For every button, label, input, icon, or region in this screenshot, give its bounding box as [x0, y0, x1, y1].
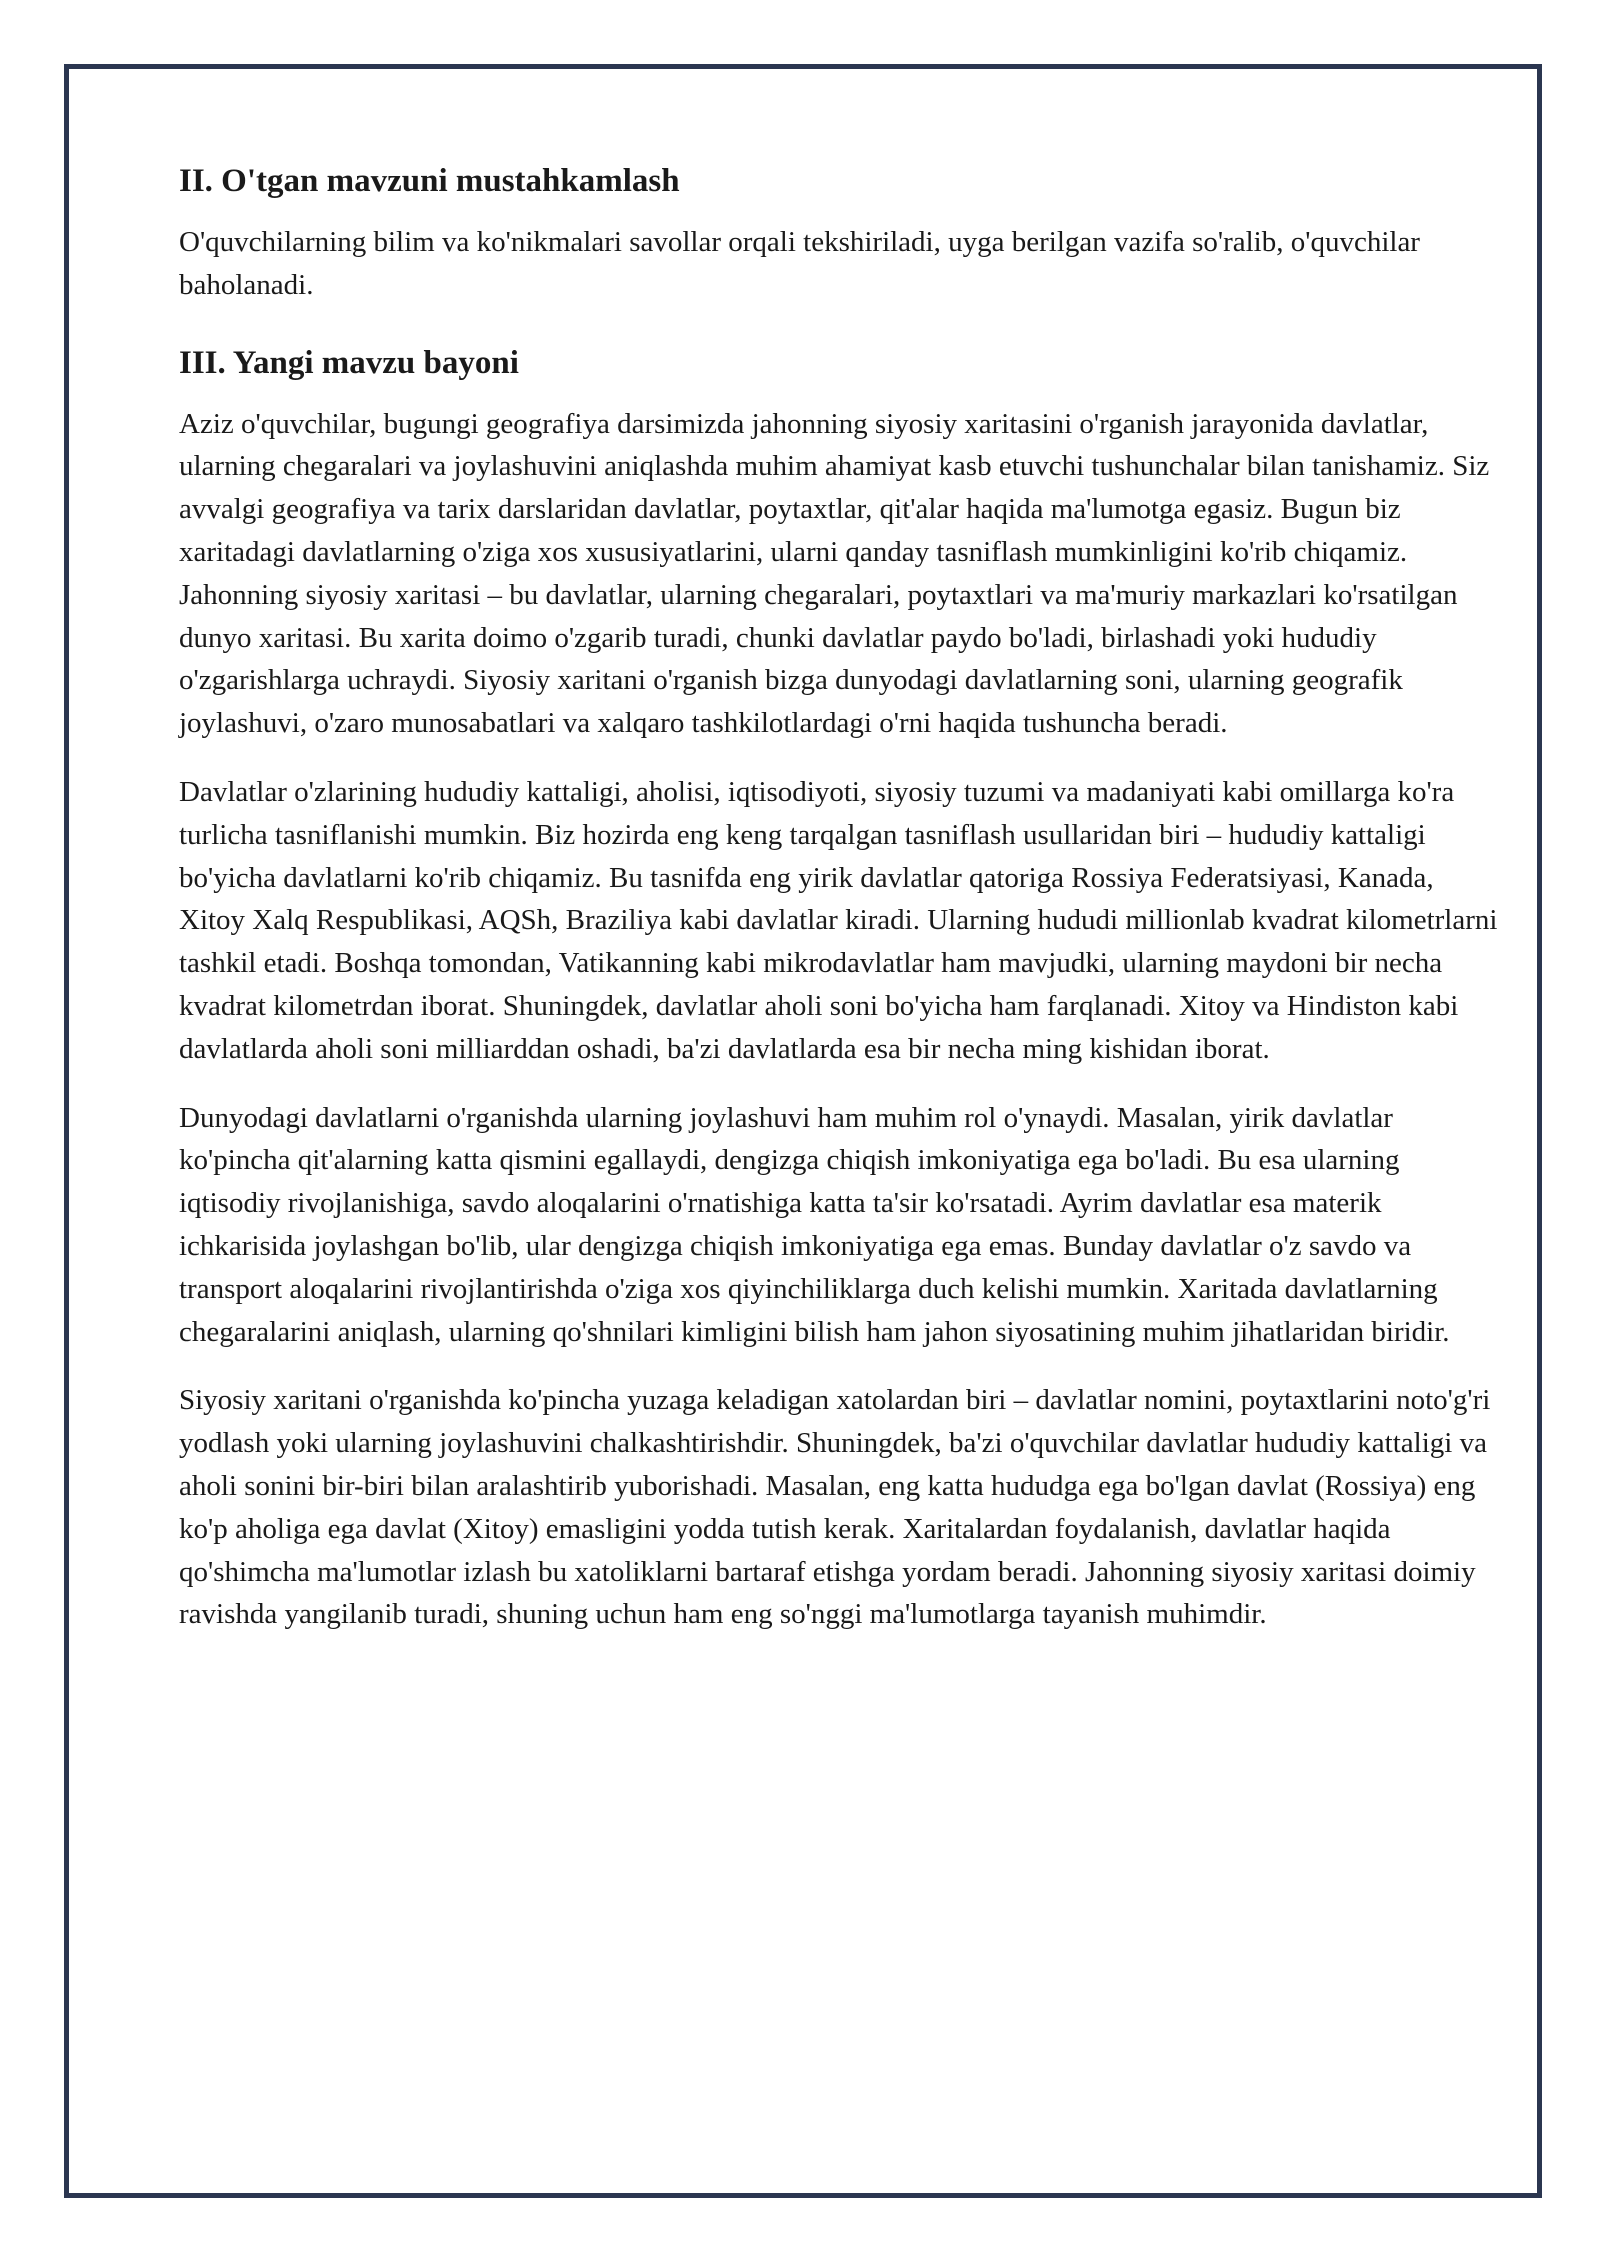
paragraph-location: Dunyodagi davlatlarni o'rganishda ularning joylashuvi ham muhim rol o'ynaydi. Masalan, yirik davlatlar ko'pincha qit'alarning katta qismini egallaydi, dengizga chiqish imkoniyatiga ega bo'ladi. Bu esa ularning iqtisodiy rivojlanishiga, savdo aloqalarini o'rnatishiga katta ta'sir ko'rsatadi. Ayrim davlatlar esa materik ichkarisida joylashgan bo'lib, ular dengizga chiqish imkoniyatiga ega emas. Bunday davlatlar o'z savdo va transport aloqalarini rivojlantirishda o'ziga xos qiyinchiliklarga duch kelishi mumkin. Xaritada davlatlarning chegaralarini aniqlash, ularning qo'shnilari kimligini bilish ham jahon siyosatining muhim jihatlaridan biridir. [179, 1101, 1450, 1348]
paragraph-intro: Aziz o'quvchilar, bugungi geografiya darsimizda jahonning siyosiy xaritasini o'rganish jarayonida davlatlar, ularning chegaralari va joylashuvini aniqlashda muhim ahamiyat kasb etuvchi tushunchalar bilan tanishamiz. Siz avvalgi geografiya va tarix darslaridan davlatlar, poytaxtlar, qit'alar haqida ma'lumotga egasiz. Bugun biz xaritadagi davlatlarning o'ziga xos xususiyatlarini, ularni qanday tasniflash mumkinligini ko'rib chiqamiz. Jahonning siyosiy xaritasi – bu davlatlar, ularning chegaralari, poytaxtlari va ma'muriy markazlari ko'rsatilgan dunyo xaritasi. Bu xarita doimo o'zgarib turadi, chunki davlatlar paydo bo'ladi, birlashadi yoki hududiy o'zgarishlarga uchraydi. Siyosiy xaritani o'rganish bizga dunyodagi davlatlarning soni, ularning geografik joylashuvi, o'zaro munosabatlari va xalqaro tashkilotlardagi o'rni haqida tushuncha beradi. [179, 407, 1490, 740]
document-body [179, 159, 1499, 1662]
section-heading-reinforcement: II. O'tgan mavzuni mustahkamlash [179, 163, 680, 199]
paragraph-classification: Davlatlar o'zlarining hududiy kattaligi, aholisi, iqtisodiyoti, siyosiy tuzumi va madaniyati kabi omillarga ko'ra turlicha tasniflanishi mumkin. Biz hozirda eng keng tarqalgan tasniflash usullaridan biri – hududiy kattaligi bo'yicha davlatlarni ko'rib chiqamiz. Bu tasnifda eng yirik davlatlar qatoriga Rossiya Federatsiyasi, Kanada, Xitoy Xalq Respublikasi, AQSh, Braziliya kabi davlatlar kiradi. Ularning hududi millionlab kvadrat kilometrlarni tashkil etadi. Boshqa tomondan, Vatikanning kabi mikrodavlatlar ham mavjudki, ularning maydoni bir necha kvadrat kilometrdan iborat. Shuningdek, davlatlar aholi soni bo'yicha ham farqlanadi. Xitoy va Hindiston kabi davlatlarda aholi soni milliarddan oshadi, ba'zi davlatlarda esa bir necha ming kishidan iborat. [179, 775, 1498, 1065]
paragraph-reinforcement: O'quvchilarning bilim va ko'nikmalari savollar orqali tekshiriladi, uyga berilgan vazifa so'ralib, o'quvchilar baholanadi. [179, 226, 1420, 301]
page-border-frame [64, 64, 1542, 2198]
paragraph-common-mistakes: Siyosiy xaritani o'rganishda ko'pincha yuzaga keladigan xatolardan biri – davlatlar nomini, poytaxtlarini noto'g'ri yodlash yoki ularning joylashuvini chalkashtirishdir. Shuningdek, ba'zi o'quvchilar davlatlar hududiy kattaligi va aholi sonini bir-biri bilan aralashtirib yuborishadi. Masalan, eng katta hududga ega bo'lgan davlat (Rossiya) eng ko'p aholiga ega davlat (Xitoy) emasligini yodda tutish kerak. Xaritalardan foydalanish, davlatlar haqida qo'shimcha ma'lumotlar izlash bu xatoliklarni bartaraf etishga yordam beradi. Jahonning siyosiy xaritasi doimiy ravishda yangilanib turadi, shuning uchun ham eng so'nggi ma'lumotlarga tayanish muhimdir. [179, 1384, 1491, 1631]
section-heading-new-topic: III. Yangi mavzu bayoni [179, 344, 519, 381]
